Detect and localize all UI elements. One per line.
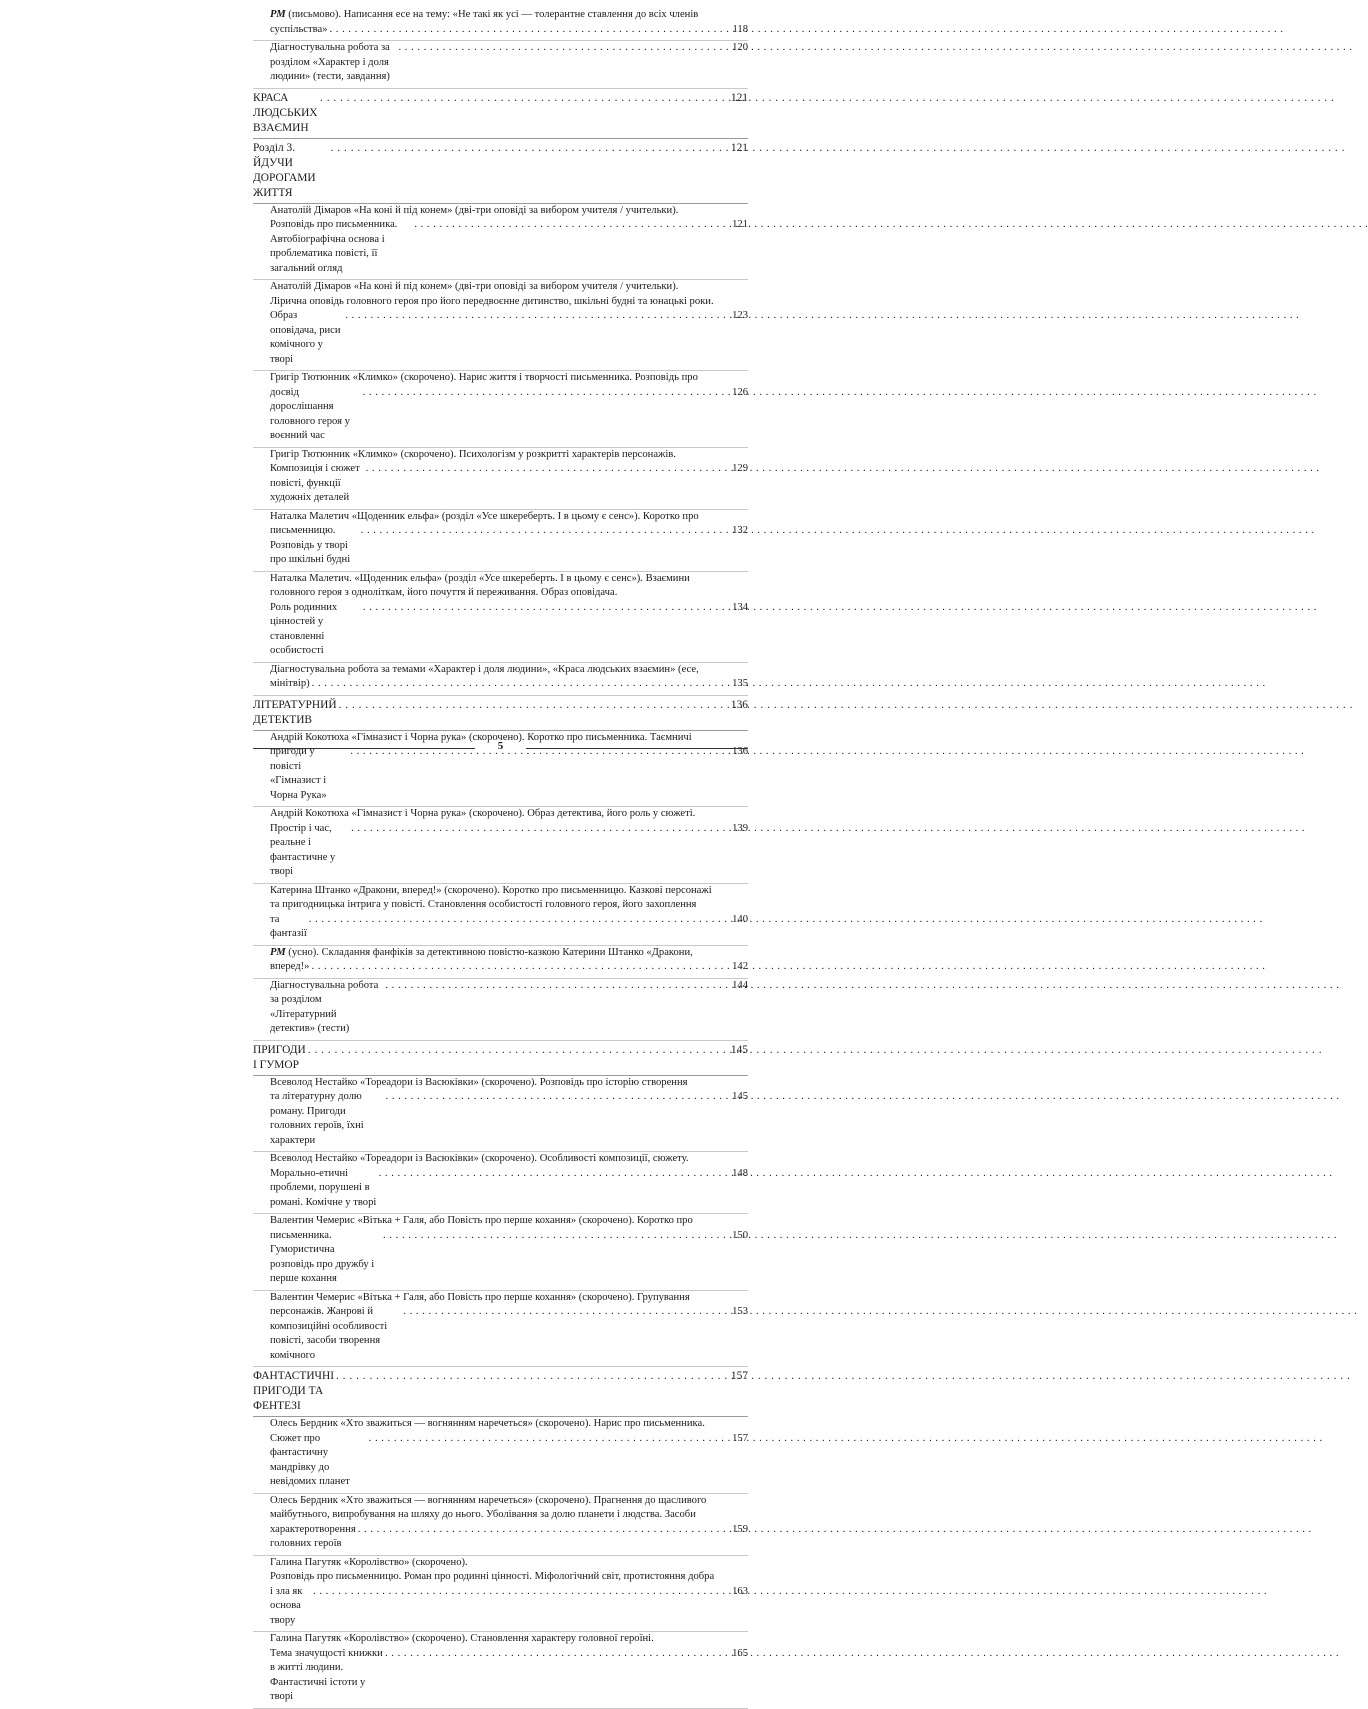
page-ref: 126 — [732, 386, 748, 398]
toc-text — [270, 9, 698, 20]
rm-label: РМ — [270, 946, 286, 958]
toc-text — [270, 281, 678, 292]
dot-leader — [399, 41, 731, 56]
toc-text — [270, 1495, 706, 1506]
dot-leader — [311, 960, 730, 975]
toc-line-text: письменника. Гумористична розповідь про дружбу і перше кохання — [270, 1229, 375, 1284]
page-ref: 136 — [732, 746, 748, 757]
toc-line-text: персонажів. Жанрові й композиційні особливості повісті, засоби творення комічного — [270, 1306, 388, 1361]
toc-entry — [253, 946, 748, 979]
toc-text — [270, 1432, 367, 1490]
toc-text — [253, 91, 318, 136]
toc-line — [270, 41, 748, 85]
dot-leader — [336, 1369, 729, 1384]
page-ref: 163 — [732, 1585, 748, 1597]
toc-line — [270, 1417, 748, 1432]
toc-entry — [253, 979, 748, 1041]
toc-line-text: Валентин Чемерис «Вітька + Галя, або Повість про перше кохання» (скорочено). Групування — [270, 1291, 690, 1303]
toc-line-text: Катерина Штанко «Дракони, вперед!» (скорочено). Коротко про письменницю. Казкові персонажі — [270, 884, 712, 896]
page-ref: 136 — [730, 698, 748, 711]
page-ref: 123 — [732, 310, 748, 321]
toc-text — [270, 664, 699, 675]
toc-line — [270, 462, 748, 506]
toc-line-text: Григір Тютюнник «Климко» (скорочено). Психологізм у розкритті характерів персонажів. — [270, 448, 676, 460]
page-ref: 140 — [732, 913, 748, 925]
toc-line — [270, 1647, 748, 1705]
toc-section-heading — [253, 139, 748, 204]
toc-entry — [253, 663, 748, 696]
toc-line-text: та пригодницька інтрига у повісті. Становлення особистості головного героя, його захоплення — [270, 899, 697, 910]
toc-line-text: Наталка Малетич. «Щоденник ельфа» (розділ «Усе шкереберть. І в цьому є сенс»). Взаємини — [270, 572, 690, 584]
toc-text — [270, 913, 307, 942]
toc-line-text: та фантазії — [270, 913, 307, 939]
toc-text — [270, 1557, 468, 1568]
toc-line — [270, 807, 748, 822]
dot-leader — [313, 1585, 730, 1600]
toc-entry — [253, 204, 748, 281]
dot-leader — [320, 91, 729, 106]
toc-line-text: ЛІТЕРАТУРНИЙ ДЕТЕКТИВ — [253, 698, 337, 726]
toc-line — [253, 1369, 748, 1414]
toc-line-text: Роль родинних цінностей у становленні особистості — [270, 601, 338, 656]
toc-line — [270, 898, 748, 913]
toc-text — [270, 899, 696, 910]
toc-line-text: суспільства» — [270, 23, 328, 35]
toc-line — [270, 663, 748, 678]
toc-section-heading — [253, 1367, 748, 1417]
page-footer — [253, 740, 748, 756]
toc-text — [270, 979, 383, 1037]
toc-text — [270, 205, 678, 216]
toc-text — [270, 573, 690, 584]
page-ref: 157 — [732, 1432, 748, 1444]
toc-entry — [253, 280, 748, 371]
toc-line-text: Всеволод Нестайко «Тореадори із Васюківки» (скорочено). Розповідь про історію створення — [270, 1076, 688, 1088]
toc-line — [270, 946, 748, 961]
toc-line-text: Тема значущості книжки в житті людини. Фантастичні істоти у творі — [270, 1647, 383, 1702]
toc-entry — [253, 807, 748, 884]
toc-line — [270, 960, 748, 975]
toc-line-text: Морально-етичні проблеми, порушені в романі. Комічне у творі — [270, 1167, 377, 1208]
page-ref: 121 — [732, 219, 748, 230]
toc-line — [270, 524, 748, 568]
toc-line — [270, 677, 748, 692]
page-ref: 120 — [732, 42, 748, 53]
toc-text — [270, 1153, 689, 1164]
toc-line-text: характеротворення головних героїв — [270, 1523, 356, 1549]
page-ref: 121 — [730, 141, 748, 154]
toc-line-text: ФАНТАСТИЧНІ ПРИГОДИ ТА ФЕНТЕЗІ — [253, 1370, 334, 1412]
page-ref: 132 — [732, 525, 748, 536]
toc-entry — [253, 1291, 748, 1368]
page-ref: 134 — [732, 601, 748, 613]
toc-text — [270, 511, 699, 522]
toc-line-text: мінітвір) — [270, 678, 310, 689]
toc-line-text: ПРИГОДИ І ГУМОР — [253, 1043, 306, 1071]
toc-text — [270, 601, 361, 659]
toc-line — [270, 386, 748, 444]
toc-text — [270, 1167, 377, 1211]
toc-text — [270, 386, 361, 444]
toc-line — [270, 913, 748, 942]
toc-line — [270, 8, 748, 23]
toc-line-text: (письмово). Написання есе на тему: «Не такі як усі — толерантне ставлення до всіх членів — [288, 9, 699, 20]
toc-text — [270, 822, 349, 880]
toc-entry — [253, 1214, 748, 1291]
toc-entry — [253, 1494, 748, 1556]
toc-text — [270, 1647, 383, 1705]
toc-text — [270, 1633, 654, 1644]
toc-line-text: Андрій Кокотюха «Гімназист і Чорна рука» (скорочено). Коротко про письменника. Таємничі — [270, 731, 692, 743]
toc-text — [270, 462, 364, 506]
toc-line-text: досвід дорослішання головного героя у воєнний час — [270, 386, 350, 441]
toc-text — [270, 1229, 381, 1287]
toc-text — [270, 1509, 696, 1520]
toc-entry — [253, 41, 748, 89]
toc-line — [270, 1556, 748, 1571]
toc-line — [270, 1090, 748, 1148]
toc-line-text: Діагностувальна робота за розділом «Характер і доля людини» (тести, завдання) — [270, 42, 390, 82]
dot-leader — [385, 1647, 730, 1662]
toc-line — [270, 23, 748, 38]
page-ref: 144 — [732, 979, 748, 991]
toc-line — [270, 295, 748, 310]
toc-line-text: Галина Пагутяк «Королівство» (скорочено). — [270, 1556, 468, 1568]
toc-line — [270, 1494, 748, 1509]
dot-leader — [363, 386, 730, 401]
toc-text — [270, 677, 310, 692]
toc-line — [270, 309, 748, 367]
page-ref: 145 — [730, 1043, 748, 1056]
toc-entry — [253, 1076, 748, 1153]
toc-entry — [253, 510, 748, 572]
rm-label: РМ — [270, 9, 286, 20]
dot-leader — [339, 698, 729, 713]
toc-text — [270, 587, 617, 598]
toc-line-text: Композиція і сюжет повісті, функції художніх деталей — [270, 463, 360, 503]
toc-entry — [253, 572, 748, 663]
page-ref: 150 — [732, 1229, 748, 1241]
toc-entry — [253, 1632, 748, 1709]
toc-line — [270, 204, 748, 219]
toc-line — [270, 218, 748, 276]
dot-leader — [312, 677, 730, 692]
toc-text — [270, 1585, 311, 1629]
toc-line — [270, 1167, 748, 1211]
toc-line-text: КРАСА ЛЮДСЬКИХ ВЗАЄМИН — [253, 91, 318, 134]
dot-leader — [385, 979, 730, 994]
toc-line — [270, 1632, 748, 1647]
toc-line — [270, 979, 748, 1037]
toc-line — [270, 510, 748, 525]
toc-line-text: Всеволод Нестайко «Тореадори із Васюківки» (скорочено). Особливості композиції, сюжету. — [270, 1153, 689, 1164]
toc-line-text: Наталка Малетич «Щоденник ельфа» (розділ «Усе шкереберть. І в цьому є сенс»). Коротко про — [270, 510, 699, 522]
toc-line — [270, 1291, 748, 1306]
toc-text — [270, 1215, 693, 1226]
dot-leader — [361, 524, 730, 539]
page-number: 5 — [497, 740, 504, 752]
page-ref: 118 — [732, 23, 748, 35]
toc-line-text: Розповідь про письменницю. Роман про родинні цінності. Міфологічний світ, протистояння добра — [270, 1571, 715, 1582]
toc-line — [253, 1043, 748, 1073]
toc-line-text: Анатолій Дімаров «На коні й під конем» (дві-три оповіді за вибором учителя / учительки). — [270, 204, 679, 216]
dot-leader — [386, 1090, 731, 1105]
dot-leader — [403, 1305, 730, 1320]
page-ref: 135 — [732, 678, 748, 689]
toc-line — [270, 1152, 748, 1167]
toc-line — [270, 1305, 748, 1363]
toc-text — [270, 947, 693, 958]
toc-entry — [253, 1556, 748, 1633]
dot-leader — [383, 1229, 730, 1244]
toc-line — [270, 1585, 748, 1629]
page-ref: 129 — [732, 463, 748, 474]
toc-entry — [253, 8, 748, 41]
toc-line-text: Розділ 3. ЙДУЧИ ДОРОГАМИ ЖИТТЯ — [253, 141, 316, 199]
toc-text — [253, 1369, 334, 1414]
toc-line — [270, 1076, 748, 1091]
toc-line-text: Григір Тютюнник «Климко» (скорочено). Нарис життя і творчості письменника. Розповідь про — [270, 372, 698, 383]
toc-line-text: Простір і час, реальне і фантастичне у творі — [270, 822, 336, 877]
page-ref: 153 — [732, 1306, 748, 1317]
toc-line — [270, 1432, 748, 1490]
table-of-contents — [253, 8, 748, 1709]
toc-line-text: майбутнього, випробування на шляху до нього. Уболівання за долю планети і людства. Засоби — [270, 1509, 696, 1520]
toc-text — [253, 141, 329, 201]
toc-line — [270, 1523, 748, 1552]
page-ref: 148 — [732, 1167, 748, 1179]
toc-text — [270, 1292, 690, 1303]
toc-entry — [253, 448, 748, 510]
toc-line-text: вперед!» — [270, 961, 310, 972]
toc-line — [253, 698, 748, 728]
toc-text — [270, 1418, 705, 1429]
dot-leader — [369, 1432, 730, 1447]
page-ref: 121 — [730, 91, 748, 104]
dot-leader — [308, 1043, 729, 1058]
toc-line — [270, 572, 748, 587]
toc-text — [270, 218, 412, 276]
toc-entry — [253, 371, 748, 448]
dot-leader — [351, 822, 730, 837]
toc-text — [270, 1305, 401, 1363]
dot-leader — [363, 601, 730, 616]
toc-line — [270, 371, 748, 386]
toc-line-text: Розповідь про письменника. Автобіографічна основа і проблематика повісті, її загальний огляд — [270, 219, 398, 274]
toc-line-text: Анатолій Дімаров «На коні й під конем» (дві-три оповіді за вибором учителя / учительки). — [270, 281, 679, 292]
page-ref: 142 — [732, 961, 748, 972]
dot-leader — [345, 309, 730, 324]
toc-line-text: (усно). Складання фанфіків за детективною повістю-казкою Катерини Штанко «Дракони, — [288, 946, 693, 958]
dot-leader — [331, 141, 729, 156]
dot-leader — [309, 913, 730, 928]
toc-line-text: Валентин Чемерис «Вітька + Галя, або Повість про перше кохання» (скорочено). Коротко про — [270, 1215, 693, 1226]
toc-text — [270, 296, 714, 307]
toc-line-text: Образ оповідача, риси комічного у творі — [270, 310, 341, 365]
dot-leader — [379, 1167, 731, 1182]
toc-line — [253, 91, 748, 136]
page-ref: 139 — [732, 822, 748, 834]
toc-entry — [253, 1417, 748, 1494]
toc-line-text: Галина Пагутяк «Королівство» (скорочено). Становлення характеру головної героїні. — [270, 1633, 654, 1644]
toc-text — [270, 808, 695, 819]
page-ref: 165 — [732, 1647, 748, 1659]
footer-rule-right — [526, 748, 748, 749]
toc-text — [270, 1090, 384, 1148]
toc-line — [270, 822, 748, 880]
toc-line-text: пригоди у повісті «Гімназист і Чорна Рука» — [270, 746, 327, 801]
toc-text — [270, 1523, 356, 1552]
toc-line — [270, 1229, 748, 1287]
toc-section-heading — [253, 89, 748, 139]
toc-line-text: Сюжет про фантастичну мандрівку до невідомих планет — [270, 1432, 350, 1487]
toc-line — [270, 1508, 748, 1523]
toc-line-text: Лірична оповідь головного героя про його передвоєнне дитинство, шкільні будні та юнацькі роки. — [270, 295, 714, 307]
toc-line-text: і зла як основа твору — [270, 1585, 303, 1626]
toc-text — [253, 698, 337, 728]
toc-line — [270, 448, 748, 463]
toc-text — [270, 1571, 714, 1582]
toc-text — [270, 960, 309, 975]
dot-leader — [358, 1523, 730, 1538]
toc-line-text: головного героя з одноліткам, його почуття й переживання. Образ оповідача. — [270, 587, 618, 598]
dot-leader — [414, 218, 730, 233]
toc-line — [270, 601, 748, 659]
page-ref: 159 — [732, 1523, 748, 1535]
dot-leader — [366, 462, 731, 477]
toc-line — [253, 141, 748, 201]
toc-line-text: Діагностувальна робота за темами «Характер і доля людини», «Краса людських взаємин» (есе, — [270, 663, 699, 675]
toc-text — [270, 524, 359, 568]
toc-line — [270, 1570, 748, 1585]
toc-section-heading — [253, 1041, 748, 1076]
toc-line-text: письменницю. Розповідь у творі про шкільні будні — [270, 525, 351, 565]
toc-entry — [253, 1152, 748, 1214]
toc-text — [270, 885, 712, 896]
toc-section-heading — [253, 696, 748, 731]
toc-line-text: Олесь Бердник «Хто зважиться — вогнянням наречеться» (скорочено). Прагнення до щасливого — [270, 1494, 707, 1506]
toc-line-text: та літературну долю роману. Пригоди головних героїв, їхні характери — [270, 1091, 364, 1146]
toc-text — [270, 1077, 688, 1088]
toc-text — [270, 309, 343, 367]
page-ref: 157 — [730, 1370, 748, 1382]
toc-text — [270, 372, 698, 383]
toc-line — [270, 586, 748, 601]
toc-text — [253, 1043, 306, 1073]
toc-line-text: Діагностувальна робота за розділом «Літературний детектив» (тести) — [270, 979, 379, 1034]
toc-line-text: Олесь Бердник «Хто зважиться — вогнянням наречеться» (скорочено). Нарис про письменника. — [270, 1418, 705, 1429]
toc-text — [270, 41, 397, 85]
toc-text — [270, 449, 676, 460]
toc-line-text: Андрій Кокотюха «Гімназист і Чорна рука» (скорочено). Образ детектива, його роль у сюжеті. — [270, 808, 696, 819]
dot-leader — [330, 23, 731, 38]
toc-entry — [253, 884, 748, 946]
page-ref: 145 — [732, 1091, 748, 1102]
toc-line — [270, 1214, 748, 1229]
toc-line — [270, 884, 748, 899]
toc-line — [270, 280, 748, 295]
toc-text — [270, 23, 328, 38]
